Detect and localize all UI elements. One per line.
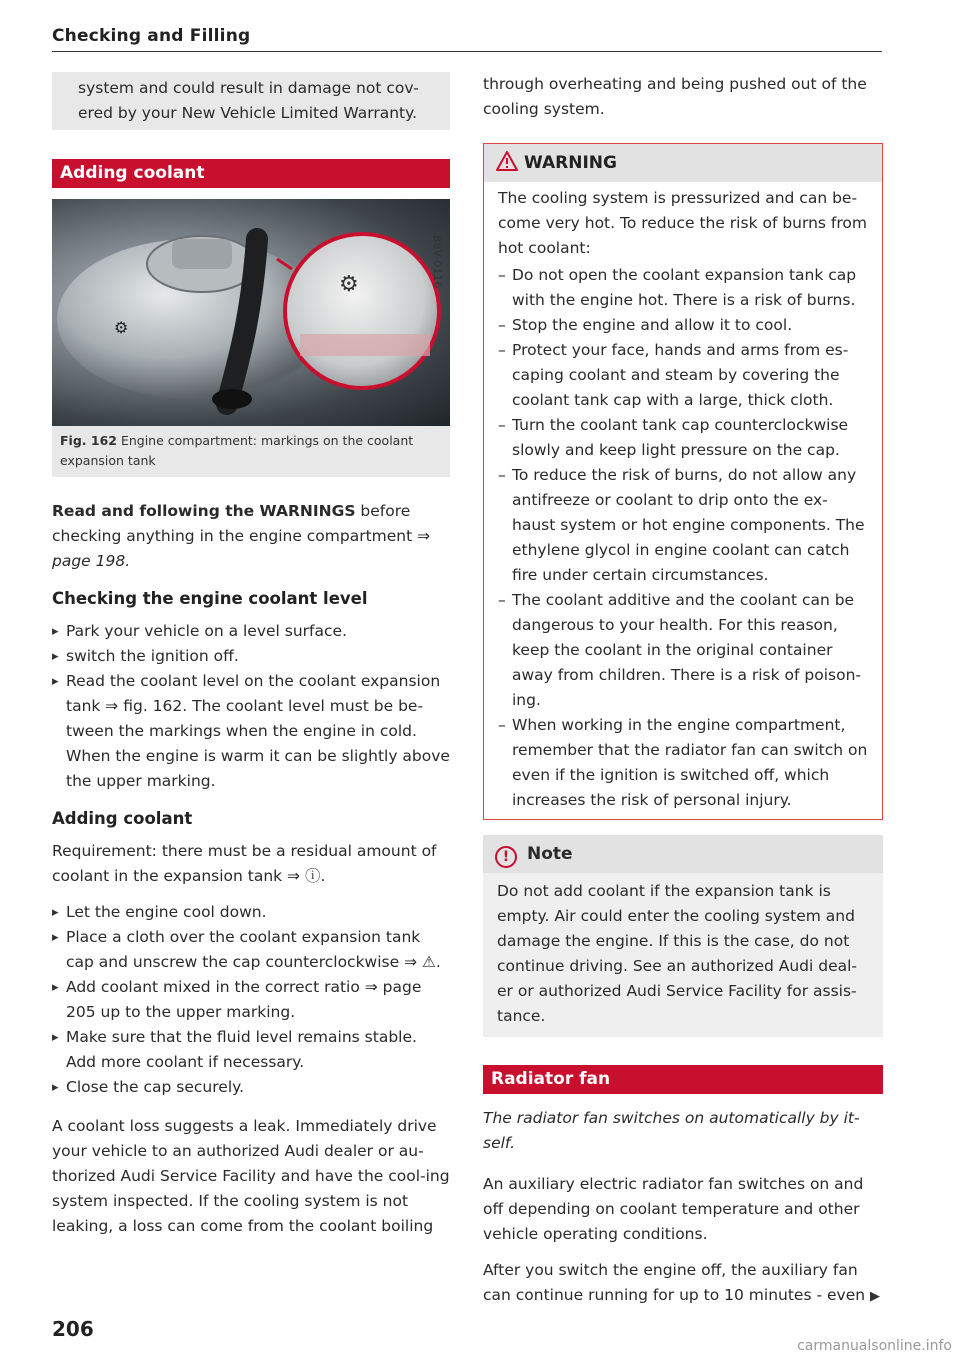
warning-box xyxy=(483,143,883,820)
image-code: B8V-0116 xyxy=(431,235,444,289)
list-item: ▸ Place a cloth over the coolant expansion tank cap and unscrew the cap counterclockwise ⇒ ⚠. xyxy=(52,925,450,975)
list-item: ▸ Close the cap securely. xyxy=(52,1075,450,1100)
list-item: – Do not open the coolant expansion tank cap with the engine hot. There is a risk of burns. xyxy=(498,263,870,313)
requirement-text: Requirement: there must be a residual amount of coolant in the expansion tank ⇒ ⓘ. xyxy=(52,842,437,885)
heading-checking-level: Checking the engine coolant level xyxy=(52,589,368,608)
list-item: ▸ Read the coolant level on the coolant expansion tank ⇒ fig. 162. The coolant level must be be-tween the markings when the engine in cold. When the engine is warm it can be slightly above the upper marking. xyxy=(52,669,450,794)
watermark: carmanualsonline.info xyxy=(797,1338,952,1354)
page-header: Checking and Filling xyxy=(52,26,251,46)
list-item: – Turn the coolant tank cap counterclockwise slowly and keep light pressure on the cap. xyxy=(498,413,870,463)
warning-triangle-icon xyxy=(496,151,518,171)
list-item: – To reduce the risk of burns, do not allow any antifreeze or coolant to drip onto the ex-haust system or hot engine components. The ethylene glycol in engine coolant can catch fire under certain circumstances. xyxy=(498,463,870,588)
note-box xyxy=(483,835,883,1037)
note-body xyxy=(483,873,883,1037)
continued-text-right: through overheating and being pushed out of the cooling system. xyxy=(483,75,867,118)
left-column xyxy=(52,72,450,1239)
header-rule xyxy=(52,51,882,52)
note-header xyxy=(483,835,883,873)
list-item: ▸ switch the ignition off. xyxy=(52,644,450,669)
engine-illustration xyxy=(52,199,450,426)
list-item: – The coolant additive and the coolant can be dangerous to your health. For this reason, keep the coolant in the original container away from children. There is a risk of poison-ing. xyxy=(498,588,870,713)
list-item: ▸ Let the engine cool down. xyxy=(52,900,450,925)
intro-paragraph xyxy=(52,499,450,574)
radiator-para-1: An auxiliary electric radiator fan switches on and off depending on coolant temperature and other vehicle operating conditions. xyxy=(483,1175,864,1243)
max-min-marking xyxy=(300,334,430,356)
check-steps-list xyxy=(52,619,450,794)
continue-arrow-icon: ▶ xyxy=(870,1289,880,1304)
note-info-icon: ! xyxy=(495,846,517,868)
heading-adding-coolant: Adding coolant xyxy=(52,809,193,828)
warning-body xyxy=(484,182,882,819)
radiator-para-2 xyxy=(483,1258,883,1309)
section-bar-adding-coolant: Adding coolant xyxy=(52,159,450,188)
closing-paragraph: A coolant loss suggests a leak. Immediately drive your vehicle to an authorized Audi dealer or au-thorized Audi Service Facility and have the cool-ing system inspected. If the cooling system is not leaking, a loss can come from the coolant boiling xyxy=(52,1117,450,1235)
note-text: Do not add coolant if the expansion tank is empty. Air could enter the cooling system and damage the engine. If this is the case, do not continue driving. See an authorized Audi deal-er or authorized Audi Service Facility for assis-tance. xyxy=(497,882,858,1025)
tank-symbol-left: ⚙ xyxy=(114,318,129,337)
radiator-para-2-text: After you switch the engine off, the auxiliary fan can continue running for up to 10 minutes - even xyxy=(483,1261,866,1304)
hose-end xyxy=(212,389,252,409)
warning-title: WARNING xyxy=(524,153,617,173)
list-item: ▸ Park your vehicle on a level surface. xyxy=(52,619,450,644)
figure-label: Fig. 162 xyxy=(60,433,117,448)
magnified-symbol: ⚙ xyxy=(339,272,359,297)
intro-ref-link[interactable]: ⇒ page 198. xyxy=(52,527,431,570)
continued-text: system and could result in damage not cov-ered by your New Vehicle Limited Warranty. xyxy=(78,79,419,122)
warning-header xyxy=(484,144,882,182)
list-item: ▸ Add coolant mixed in the correct ratio ⇒ page 205 up to the upper marking. xyxy=(52,975,450,1025)
page-number: 206 xyxy=(52,1317,94,1341)
figure-caption xyxy=(52,426,450,477)
magnified-marking-circle xyxy=(285,234,439,388)
warning-list xyxy=(498,263,870,813)
warning-intro: The cooling system is pressurized and can be-come very hot. To reduce the risk of burns from hot coolant: xyxy=(498,189,867,257)
right-column xyxy=(483,72,883,1309)
section-bar-radiator-fan: Radiator fan xyxy=(483,1065,883,1094)
list-item: – Stop the engine and allow it to cool. xyxy=(498,313,870,338)
engine-photo xyxy=(52,199,450,426)
radiator-intro-italic: The radiator fan switches on automatically by it-self. xyxy=(483,1109,860,1152)
list-item: – When working in the engine compartment, remember that the radiator fan can switch on even if the ignition is switched off, which increases the risk of personal injury. xyxy=(498,713,870,813)
list-item: – Protect your face, hands and arms from es-caping coolant and steam by covering the coolant tank cap with a large, thick cloth. xyxy=(498,338,870,413)
list-item: ▸ Make sure that the fluid level remains stable. Add more coolant if necessary. xyxy=(52,1025,450,1075)
figure-162 xyxy=(52,199,450,477)
tank-cap-grip xyxy=(172,239,232,269)
add-steps-list xyxy=(52,900,450,1100)
figure-caption-text: Engine compartment: markings on the coolant expansion tank xyxy=(60,433,414,468)
continued-text-box xyxy=(52,72,450,130)
intro-rest: before checking anything in the engine compartment xyxy=(52,502,418,545)
note-title: Note xyxy=(527,844,573,864)
intro-bold: Read and following the WARNINGS xyxy=(52,502,356,520)
